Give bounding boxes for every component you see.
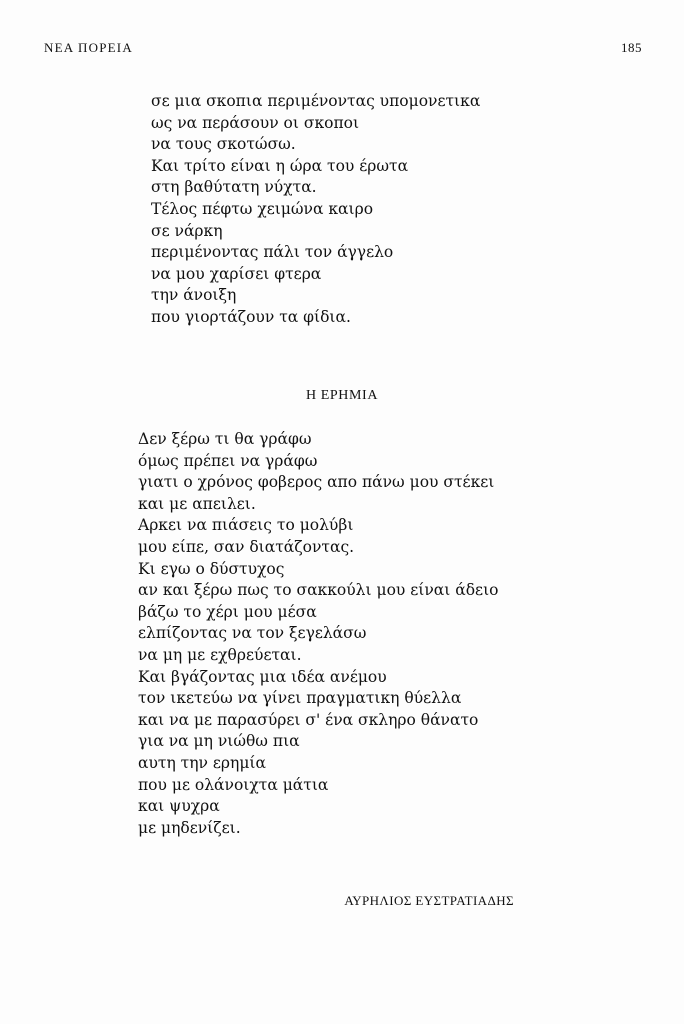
poem-title: Η ΕΡΗΜΙΑ [305, 388, 379, 403]
poem-line: περιμένοντας πάλι τον άγγελο [151, 243, 394, 262]
poem-line: γιατι ο χρόνος φοβερος απο πάνω μου στέκει [138, 473, 495, 492]
poem-line: να τους σκοτώσω. [151, 135, 296, 154]
poem-line: να μη με εχθρεύεται. [138, 645, 302, 664]
poem-line: Κι εγω ο δύστυχος [138, 559, 285, 578]
poem-line: Δεν ξέρω τι θα γράφω [138, 430, 312, 448]
poem-line: αυτη την ερημία [138, 753, 266, 772]
poem-line: που με ολάνοιχτα μάτια [138, 775, 329, 794]
poem-line: σε νάρκη [151, 221, 223, 240]
poem-line: Και βγάζοντας μια ιδέα ανέμου [138, 667, 387, 686]
journal-title: ΝΕΑ ΠΟΡΕΙΑ [44, 40, 133, 55]
poem-line: που γιορτάζουν τα φίδια. [151, 307, 351, 326]
poem-line: Τέλος πέφτω χειμώνα καιρο [151, 199, 374, 218]
poem-line: ελπίζοντας να τον ξεγελάσω [138, 624, 367, 643]
poem-line: σε μια σκοπια περιμένοντας υπομονετικα [151, 92, 481, 110]
poem-line: στη βαθύτατη νύχτα. [151, 178, 317, 197]
poem-line: αν και ξέρω πως το σακκούλι μου είναι άδειο [138, 581, 499, 600]
poem-line: μου είπε, σαν διατάζοντας. [138, 537, 355, 556]
page-number: 185 [621, 40, 642, 55]
poem-line: και με απειλει. [138, 494, 256, 513]
poem-line: ως να περάσουν οι σκοποι [151, 113, 360, 132]
poem-line: Και τρίτο είναι η ώρα του έρωτα [151, 156, 409, 175]
continued-poem-stanza [151, 91, 480, 329]
poem-line: και να με παρασύρει σ' ένα σκληρο θάνατο [138, 710, 479, 729]
poem-line: τον ικετεύω να γίνει πραγματικη θύελλα [138, 689, 462, 708]
poem-author: ΑΥΡΗΛΙΟΣ ΕΥΣΤΡΑΤΙΑΔΗΣ [344, 893, 514, 908]
poem-line: την άνοιξη [151, 286, 237, 305]
poem-line: για να μη νιώθω πια [138, 732, 300, 751]
poem-line: Αρκει να πιάσεις το μολύβι [138, 516, 354, 535]
poem-line: όμως πρέπει να γράφω [138, 451, 318, 470]
poem-body [138, 429, 499, 839]
poem-line: και ψυχρα [138, 797, 220, 816]
poem-line: να μου χαρίσει φτερα [151, 264, 322, 283]
poem-line: βάζω το χέρι μου μέσα [138, 602, 317, 621]
poem-line: με μηδενίζει. [138, 818, 241, 837]
